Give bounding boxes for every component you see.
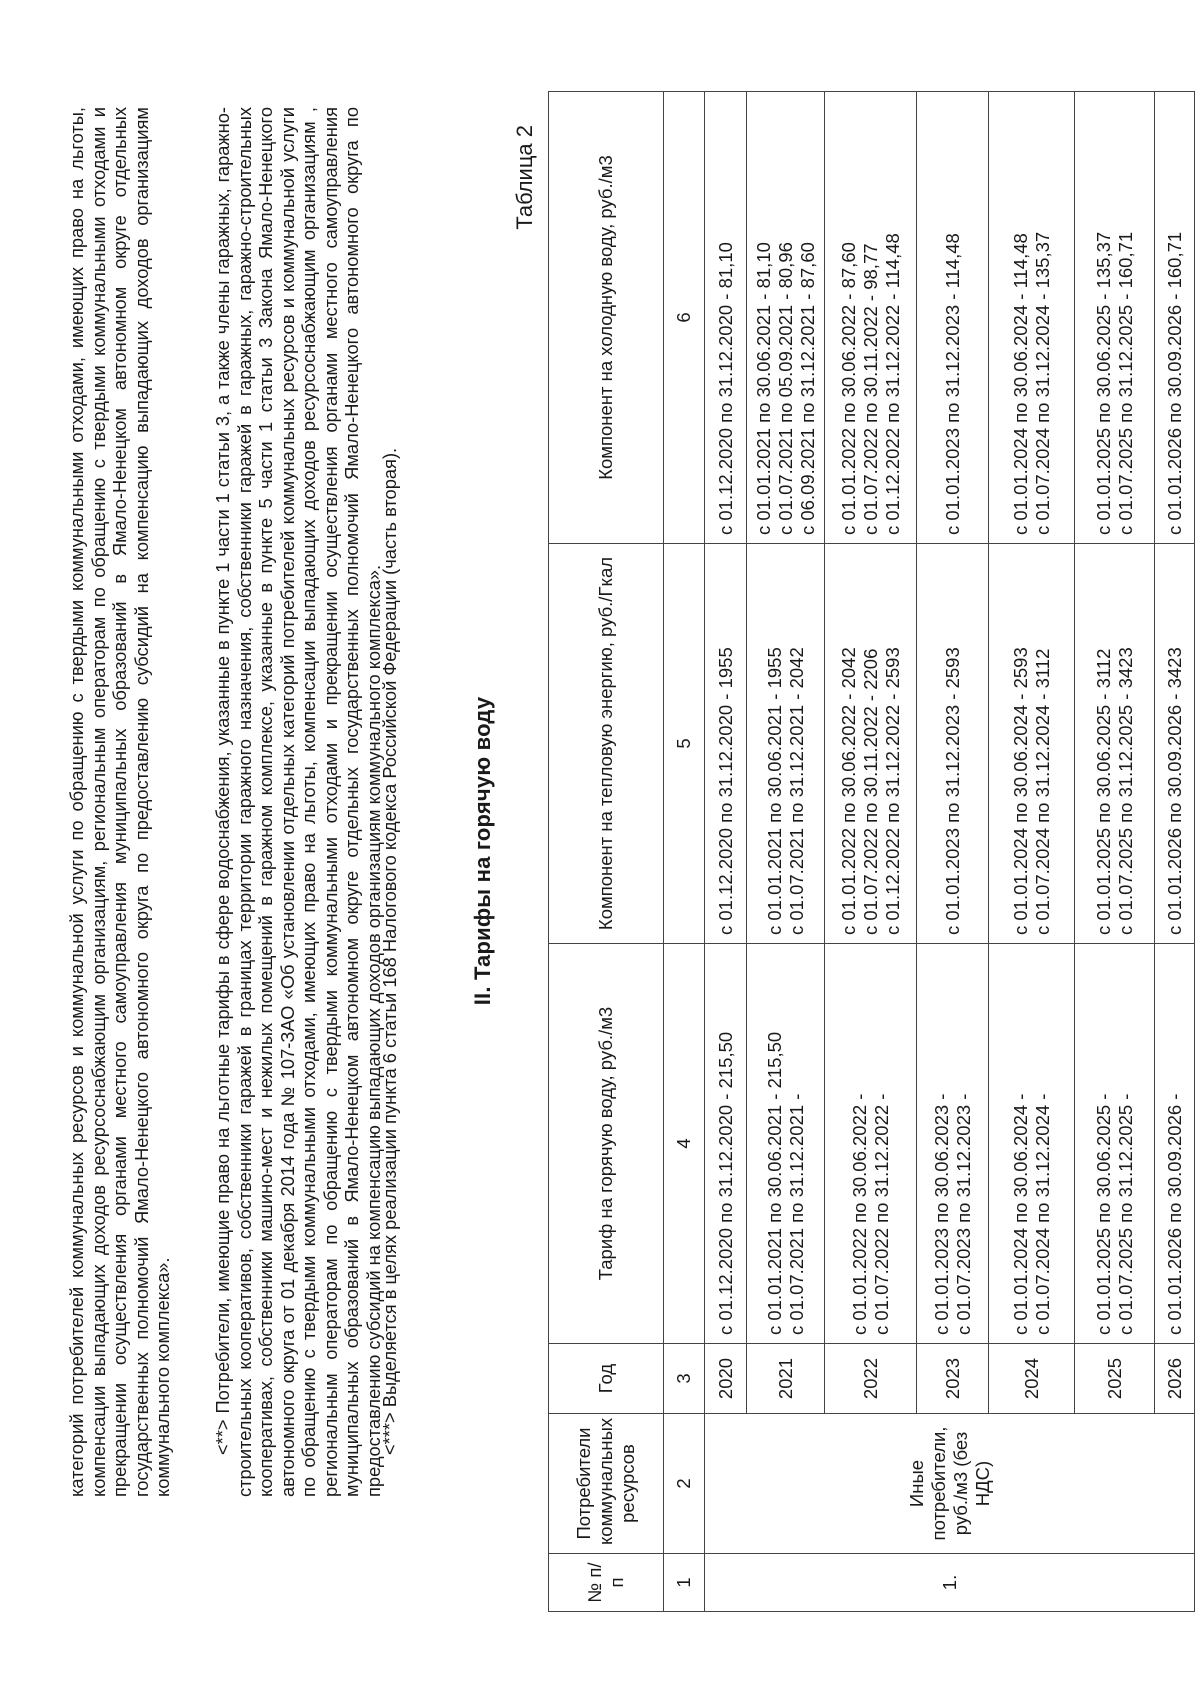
year-cell: 2023: [917, 1344, 989, 1414]
header-cell: Компонент на тепловую энергию, руб./Гкал: [549, 544, 664, 944]
table-label: Таблица 2: [512, 125, 537, 230]
footnote-paragraph-triple-star: <***> Выделяется в целях реализации пункта 6 статьи 168 Налогового кодекса Российской Федерации (часть вторая).: [379, 447, 400, 1455]
heat-component-cell: с 01.01.2026 по 30.09.2026 - 3423: [1155, 544, 1195, 944]
cold-water-component-cell: с 01.01.2022 по 30.06.2022 - 87,60 с 01.07.2022 по 30.11.2022 - 98,77 с 01.12.2022 по 31.12.2022 - 114,48: [825, 92, 917, 544]
footnote-paragraph-double-star: <**> Потребители, имеющие право на льготные тарифы в сфере водоснабжения, указанные в пункте 1 части 1 статьи 3, а также члены гаражных, гаражно-строительных кооперативов, собственники гаражей в границах территории гаражного назначения, собственники гаражей в гаражных, гаражно-строительных кооперативах, собственники машино-мест и нежилых помещений в гаражном комплексе, указанные в пункте 5 части 1 статьи 3 Закона Ямало-Ненецкого автономного округа от 01 декабря 2014 года № 107-ЗАО «Об установлении отдельных категорий потребителей коммунальных ресурсов и коммунальной услуги по обращению с твердыми коммунальными отходами, имеющих право на льготы, компенсации выпадающих доходов ресурсоснабжающим организациям , региональным операторам по обращению с твердыми коммунальными отходами и прекращении осуществления органами местного самоуправления муниципальных образований в Ямало-Ненецком автономном округе отдельных государственных полномочий Ямало-Ненецкого автономного округа по предоставлению субсидий на компенсацию выпадающих доходов организациям коммунального комплекса».: [212, 107, 384, 1497]
table-row: [825, 92, 917, 1612]
cold-water-component-cell: с 01.01.2026 по 30.09.2026 - 160,71: [1155, 92, 1195, 544]
header-cell: Тариф на горячую воду, руб./м3: [549, 944, 664, 1344]
row-number-cell: 1.: [705, 1554, 1195, 1612]
heat-component-cell: с 01.12.2020 по 31.12.2020 - 1955: [705, 544, 747, 944]
header-cell: Потребители коммунальных ресурсов: [549, 1414, 664, 1554]
year-cell: 2026: [1155, 1344, 1195, 1414]
year-cell: 2022: [825, 1344, 917, 1414]
table-header-row: [549, 92, 664, 1612]
index-cell: 3: [664, 1344, 705, 1414]
index-cell: 6: [664, 92, 705, 544]
heat-component-cell: с 01.01.2025 по 30.06.2025 - 3112 с 01.07.2025 по 31.12.2025 - 3423: [1075, 544, 1155, 944]
tariff-cell: с 01.01.2021 по 30.06.2021 - 215,50 с 01.07.2021 по 31.12.2021 -: [747, 944, 825, 1344]
table-row: [917, 92, 989, 1612]
index-cell: 1: [664, 1554, 705, 1612]
heat-component-cell: с 01.01.2024 по 30.06.2024 - 2593 с 01.07.2024 по 31.12.2024 - 3112: [989, 544, 1075, 944]
tariff-cell: с 01.01.2026 по 30.09.2026 -: [1155, 944, 1195, 1344]
tariff-cell: с 01.12.2020 по 31.12.2020 - 215,50: [705, 944, 747, 1344]
footnote-paragraph-continued: категорий потребителей коммунальных ресурсов и коммунальной услуги по обращению с твердыми коммунальными отходами, имеющих право на льготы, компенсации выпадающих доходов ресурсоснабжающим организациям, региональным операторам по обращению с твердыми коммунальными отходами и прекращении осуществления органами местного самоуправления муниципальных образований в Ямало-Ненецком автономном округе отдельных государственных полномочий Ямало-Ненецкого автономного округа по предоставлению субсидий на компенсацию выпадающих доходов организациям коммунального комплекса».: [66, 107, 173, 1497]
table-row: [1075, 92, 1155, 1612]
tariff-cell: с 01.01.2022 по 30.06.2022 - с 01.07.2022 по 31.12.2022 -: [825, 944, 917, 1344]
heat-component-cell: с 01.01.2022 по 30.06.2022 - 2042 с 01.07.2022 по 30.11.2022 - 2206 с 01.12.2022 по 31.12.2022 - 2593: [825, 544, 917, 944]
tariff-cell: с 01.01.2023 по 30.06.2023 - с 01.07.2023 по 31.12.2023 -: [917, 944, 989, 1344]
section-title: II. Тарифы на горячую воду: [470, 696, 495, 1006]
year-cell: 2021: [747, 1344, 825, 1414]
column-index-row: [664, 92, 705, 1612]
cold-water-component-cell: с 01.12.2020 по 31.12.2020 - 81,10: [705, 92, 747, 544]
cold-water-component-cell: с 01.01.2023 по 31.12.2023 - 114,48: [917, 92, 989, 544]
cold-water-component-cell: с 01.01.2021 по 30.06.2021 - 81,10 с 01.07.2021 по 05.09.2021 - 80,96 с 06.09.2021 по 31.12.2021 - 87,60: [747, 92, 825, 544]
index-cell: 5: [664, 544, 705, 944]
header-cell: Компонент на холодную воду, руб./м3: [549, 92, 664, 544]
table-row: [747, 92, 825, 1612]
tariff-cell: с 01.01.2025 по 30.06.2025 - с 01.07.2025 по 31.12.2025 -: [1075, 944, 1155, 1344]
cold-water-component-cell: с 01.01.2024 по 30.06.2024 - 114,48 с 01.07.2024 по 31.12.2024 - 135,37: [989, 92, 1075, 544]
index-cell: 2: [664, 1414, 705, 1554]
index-cell: 4: [664, 944, 705, 1344]
heat-component-cell: с 01.01.2021 по 30.06.2021 - 1955 с 01.07.2021 по 31.12.2021 - 2042: [747, 544, 825, 944]
hot-water-tariff-table: [548, 91, 1195, 1612]
header-cell: Год: [549, 1344, 664, 1414]
header-cell: № п/п: [549, 1554, 664, 1612]
year-cell: 2020: [705, 1344, 747, 1414]
table-row: [1155, 92, 1195, 1612]
consumer-cell: Иные потребители, руб./м3 (без НДС): [705, 1414, 1195, 1554]
year-cell: 2024: [989, 1344, 1075, 1414]
cold-water-component-cell: с 01.01.2025 по 30.06.2025 - 135,37 с 01.07.2025 по 31.12.2025 - 160,71: [1075, 92, 1155, 544]
table-row: [989, 92, 1075, 1612]
year-cell: 2025: [1075, 1344, 1155, 1414]
tariff-cell: с 01.01.2024 по 30.06.2024 - с 01.07.2024 по 31.12.2024 -: [989, 944, 1075, 1344]
table-row: [705, 92, 747, 1612]
heat-component-cell: с 01.01.2023 по 31.12.2023 - 2593: [917, 544, 989, 944]
